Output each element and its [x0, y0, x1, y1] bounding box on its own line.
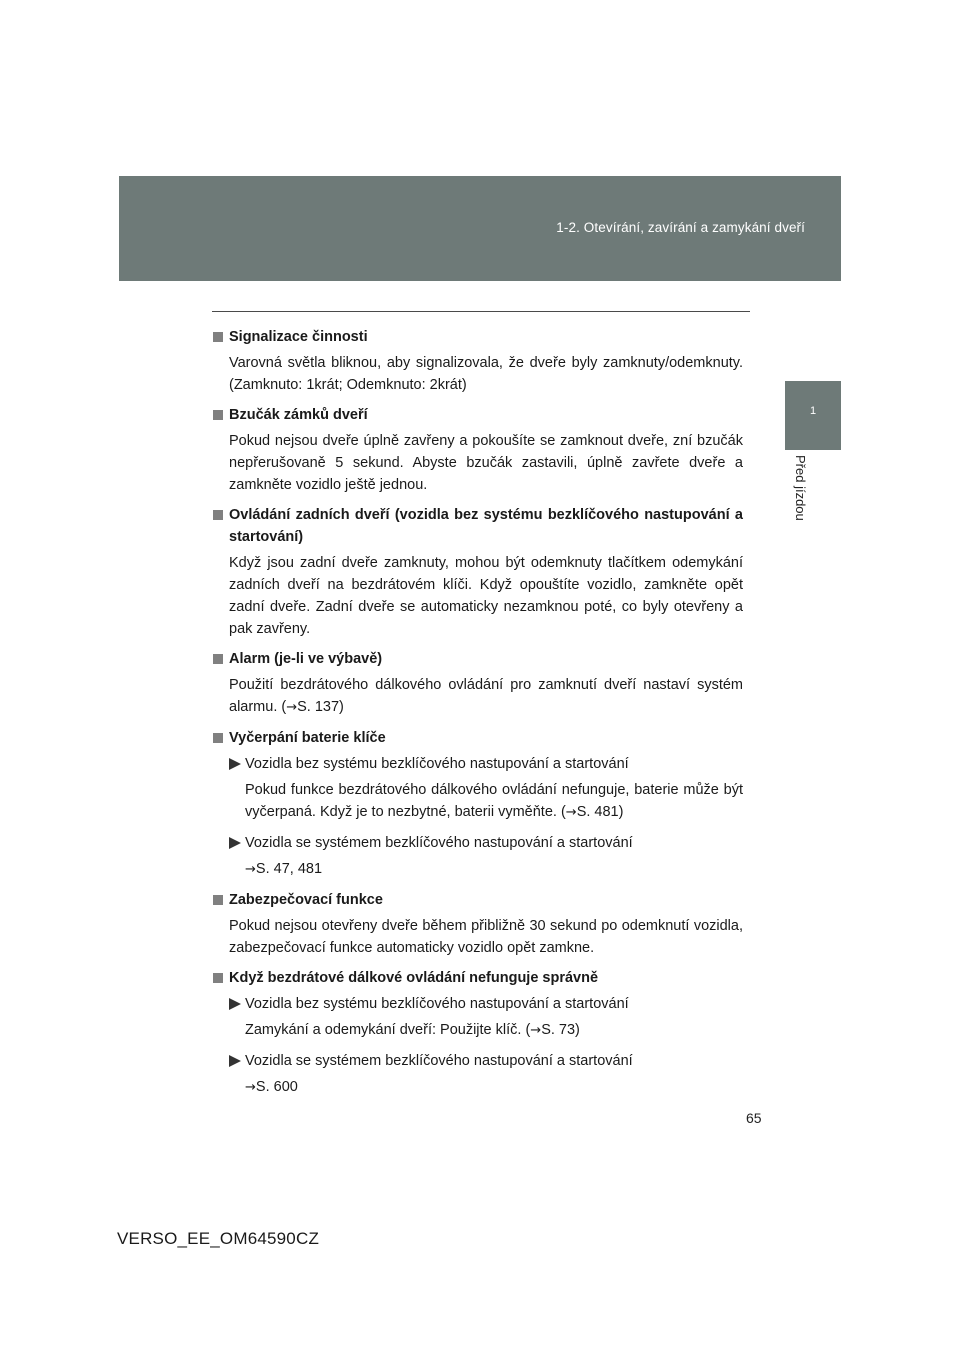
variant-body [245, 1019, 743, 1042]
body-text: Použití bezdrátového dálkového ovládání pro zamknutí dveří nastaví systém alarmu. ( [229, 677, 743, 715]
section-title-text: Alarm (je-li ve výbavě) [229, 651, 383, 667]
section-title [213, 648, 743, 670]
chapter-title: 1-2. Otevírání, zavírání a zamykání dveří [556, 220, 805, 235]
page-content [213, 326, 743, 1107]
section-title [213, 967, 743, 989]
variant-label [229, 753, 743, 775]
side-chapter-tab [785, 381, 841, 450]
body-text: Pokud funkce bezdrátového dálkového ovládání nefunguje, baterie může být vyčerpaná. Když je to nezbytné, baterii vyměňte. ( [245, 782, 743, 820]
variant-body [245, 1076, 743, 1099]
square-bullet-icon [213, 973, 223, 983]
section-title [213, 889, 743, 911]
square-bullet-icon [213, 332, 223, 342]
side-chapter-label [785, 455, 841, 545]
page-reference: S. 73) [541, 1022, 580, 1038]
variant-body [245, 858, 743, 881]
side-tab-number: 1 [809, 405, 817, 417]
reference-arrow-icon: → [286, 700, 298, 715]
square-bullet-icon [213, 410, 223, 420]
section-title [213, 326, 743, 348]
square-bullet-icon [213, 895, 223, 905]
square-bullet-icon [213, 510, 223, 520]
square-bullet-icon [213, 733, 223, 743]
section-body [229, 674, 743, 719]
triangle-bullet-icon [229, 837, 241, 849]
page-reference: S. 600 [255, 1079, 298, 1095]
section-title-text: Bzučák zámků dveří [229, 407, 368, 423]
section-title-text: Signalizace činnosti [229, 329, 368, 345]
page-reference: S. 481) [576, 804, 624, 820]
variant-label-text: Vozidla bez systému bezklíčového nastupování a startování [245, 756, 629, 772]
triangle-bullet-icon [229, 758, 241, 770]
body-text: Zamykání a odemykání dveří: Použijte klíč. ( [245, 1022, 531, 1038]
page-number: 65 [746, 1110, 762, 1126]
triangle-bullet-icon [229, 998, 241, 1010]
page-reference: S. 137) [297, 699, 344, 715]
section-divider [212, 311, 750, 312]
triangle-bullet-icon [229, 1055, 241, 1067]
section-title-text: Ovládání zadních dveří (vozidla bez systému bezklíčového nastupování a startování) [229, 507, 743, 545]
reference-arrow-icon: → [245, 1080, 256, 1095]
section-title-text: Zabezpečovací funkce [229, 892, 383, 908]
section-body: Pokud nejsou dveře úplně zavřeny a pokoušíte se zamknout dveře, zní bzučák nepřerušovaně 5 sekund. Abyste bzučák zastavili, úplně zavřete dveře a zamkněte vozidlo ještě jednou. [229, 433, 743, 493]
section-body: Pokud nejsou otevřeny dveře během přibližně 30 sekund po odemknutí vozidla, zabezpečovací funkce automaticky vozidlo opět zamkne. [229, 918, 743, 956]
chapter-header-band [119, 176, 841, 281]
variant-label-text: Vozidla se systémem bezklíčového nastupování a startování [245, 835, 633, 851]
variant-label-text: Vozidla se systémem bezklíčového nastupování a startování [245, 1053, 633, 1069]
variant-label [229, 993, 743, 1015]
variant-label-text: Vozidla bez systému bezklíčového nastupování a startování [245, 996, 629, 1012]
variant-label [229, 832, 743, 854]
square-bullet-icon [213, 654, 223, 664]
section-body: Varovná světla bliknou, aby signalizovala, že dveře byly zamknuty/odemknuty. (Zamknuto: 1krát; Odemknuto: 2krát) [229, 355, 743, 393]
section-title [213, 404, 743, 426]
reference-arrow-icon: → [245, 862, 256, 877]
reference-arrow-icon: → [565, 805, 577, 820]
section-title [213, 727, 743, 749]
section-title-text: Když bezdrátové dálkové ovládání nefunguje správně [229, 970, 599, 986]
variant-label [229, 1050, 743, 1072]
section-body: Když jsou zadní dveře zamknuty, mohou být odemknuty tlačítkem odemykání zadních dveří na bezdrátovém klíči. Když opouštíte vozidlo, zamkněte opět zadní dveře. Zadní dveře se automaticky nezamknou poté, co byly otevřeny a pak zavřeny. [229, 555, 743, 637]
section-title-text: Vyčerpání baterie klíče [229, 730, 386, 746]
document-code: VERSO_EE_OM64590CZ [117, 1229, 320, 1248]
side-chapter-label-text: Před jízdou [793, 455, 808, 521]
section-title [213, 504, 743, 548]
page-reference: S. 47, 481 [255, 861, 323, 877]
reference-arrow-icon: → [530, 1023, 542, 1038]
variant-body [245, 779, 743, 824]
